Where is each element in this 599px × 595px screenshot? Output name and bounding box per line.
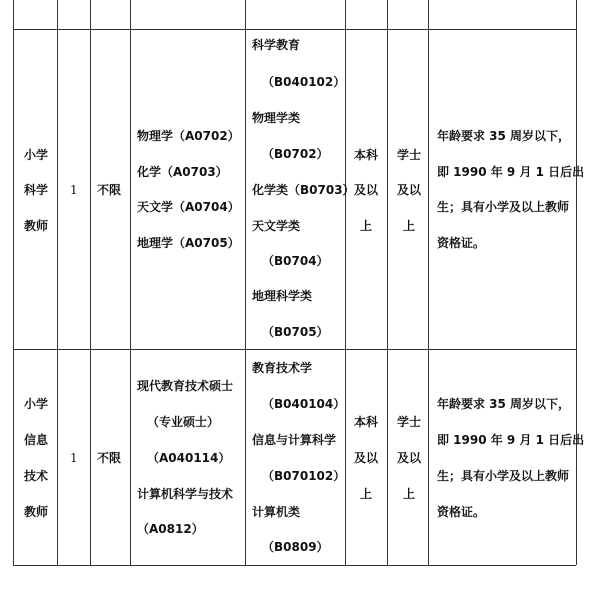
- position-cell-line: 教师: [24, 219, 49, 233]
- requirements-line: 生；具有小学及以上教师: [437, 469, 570, 483]
- undergrad-major-line: 地理科学类: [252, 289, 313, 303]
- position-cell-line: 信息: [24, 433, 49, 447]
- postgrad-major-line: 天文学（A0704）: [137, 200, 240, 214]
- postgrad-major-line: 化学（A0703）: [137, 165, 228, 179]
- postgrad-major-line: （A0812）: [137, 522, 204, 536]
- gender-cell: 不限: [97, 183, 122, 197]
- undergrad-major-line: （B0704）: [262, 254, 329, 268]
- undergrad-major-line: 化学类（B0703）: [252, 183, 355, 197]
- requirements-line: 年龄要求 35 周岁以下，: [437, 129, 571, 143]
- position-cell-line: 小学: [24, 397, 49, 411]
- position-cell-line: 教师: [24, 505, 49, 519]
- postgrad-major-line: 地理学（A0705）: [137, 236, 240, 250]
- table-border-bottom: [13, 565, 576, 566]
- position-cell-line: 技术: [24, 469, 49, 483]
- degree-cell-line: 上: [403, 219, 416, 233]
- degree-cell-line: 及以: [397, 183, 422, 197]
- requirements-line: 即 1990 年 9 月 1 日后出: [437, 433, 585, 447]
- requirements-line: 即 1990 年 9 月 1 日后出: [437, 165, 585, 179]
- column-divider: [245, 0, 246, 565]
- undergrad-major-line: （B0705）: [262, 325, 329, 339]
- postgrad-major-line: （专业硕士）: [147, 415, 220, 429]
- undergrad-major-line: （B0809）: [262, 540, 329, 554]
- requirements-line: 年龄要求 35 周岁以下，: [437, 397, 571, 411]
- position-cell-line: 科学: [24, 183, 49, 197]
- degree-cell-line: 上: [403, 487, 416, 501]
- education-cell-line: 上: [360, 219, 373, 233]
- count-cell: 1: [70, 183, 78, 197]
- degree-cell-line: 及以: [397, 451, 422, 465]
- column-divider: [90, 0, 91, 565]
- column-divider: [130, 0, 131, 565]
- row-divider: [13, 349, 576, 350]
- requirements-line: 资格证。: [437, 505, 486, 519]
- column-divider: [57, 0, 58, 565]
- requirements-line: 生；具有小学及以上教师: [437, 200, 570, 214]
- postgrad-major-line: 现代教育技术硕士: [137, 379, 234, 393]
- degree-cell-line: 学士: [397, 148, 422, 162]
- undergrad-major-line: （B070102）: [262, 469, 346, 483]
- undergrad-major-line: 信息与计算科学: [252, 433, 337, 447]
- count-cell: 1: [70, 451, 78, 465]
- position-cell-line: 小学: [24, 148, 49, 162]
- postgrad-major-line: 物理学（A0702）: [137, 129, 240, 143]
- education-cell-line: 本科: [354, 415, 379, 429]
- table-border-right: [576, 0, 577, 565]
- education-cell-line: 本科: [354, 148, 379, 162]
- degree-cell-line: 学士: [397, 415, 422, 429]
- undergrad-major-line: 物理学类: [252, 111, 301, 125]
- undergrad-major-line: （B0702）: [262, 147, 329, 161]
- undergrad-major-line: 教育技术学: [252, 361, 313, 375]
- undergrad-major-line: 天文学类: [252, 219, 301, 233]
- postgrad-major-line: 计算机科学与技术: [137, 487, 234, 501]
- column-divider: [387, 0, 388, 565]
- education-cell-line: 及以: [354, 183, 379, 197]
- row-divider: [13, 29, 576, 30]
- table-border-left: [13, 0, 14, 565]
- undergrad-major-line: 科学教育: [252, 38, 301, 52]
- undergrad-major-line: （B040102）: [262, 75, 346, 89]
- education-cell-line: 上: [360, 487, 373, 501]
- gender-cell: 不限: [97, 451, 122, 465]
- education-cell-line: 及以: [354, 451, 379, 465]
- postgrad-major-line: （A040114）: [147, 451, 231, 465]
- column-divider: [428, 0, 429, 565]
- requirements-line: 资格证。: [437, 236, 486, 250]
- undergrad-major-line: （B040104）: [262, 397, 346, 411]
- undergrad-major-line: 计算机类: [252, 505, 301, 519]
